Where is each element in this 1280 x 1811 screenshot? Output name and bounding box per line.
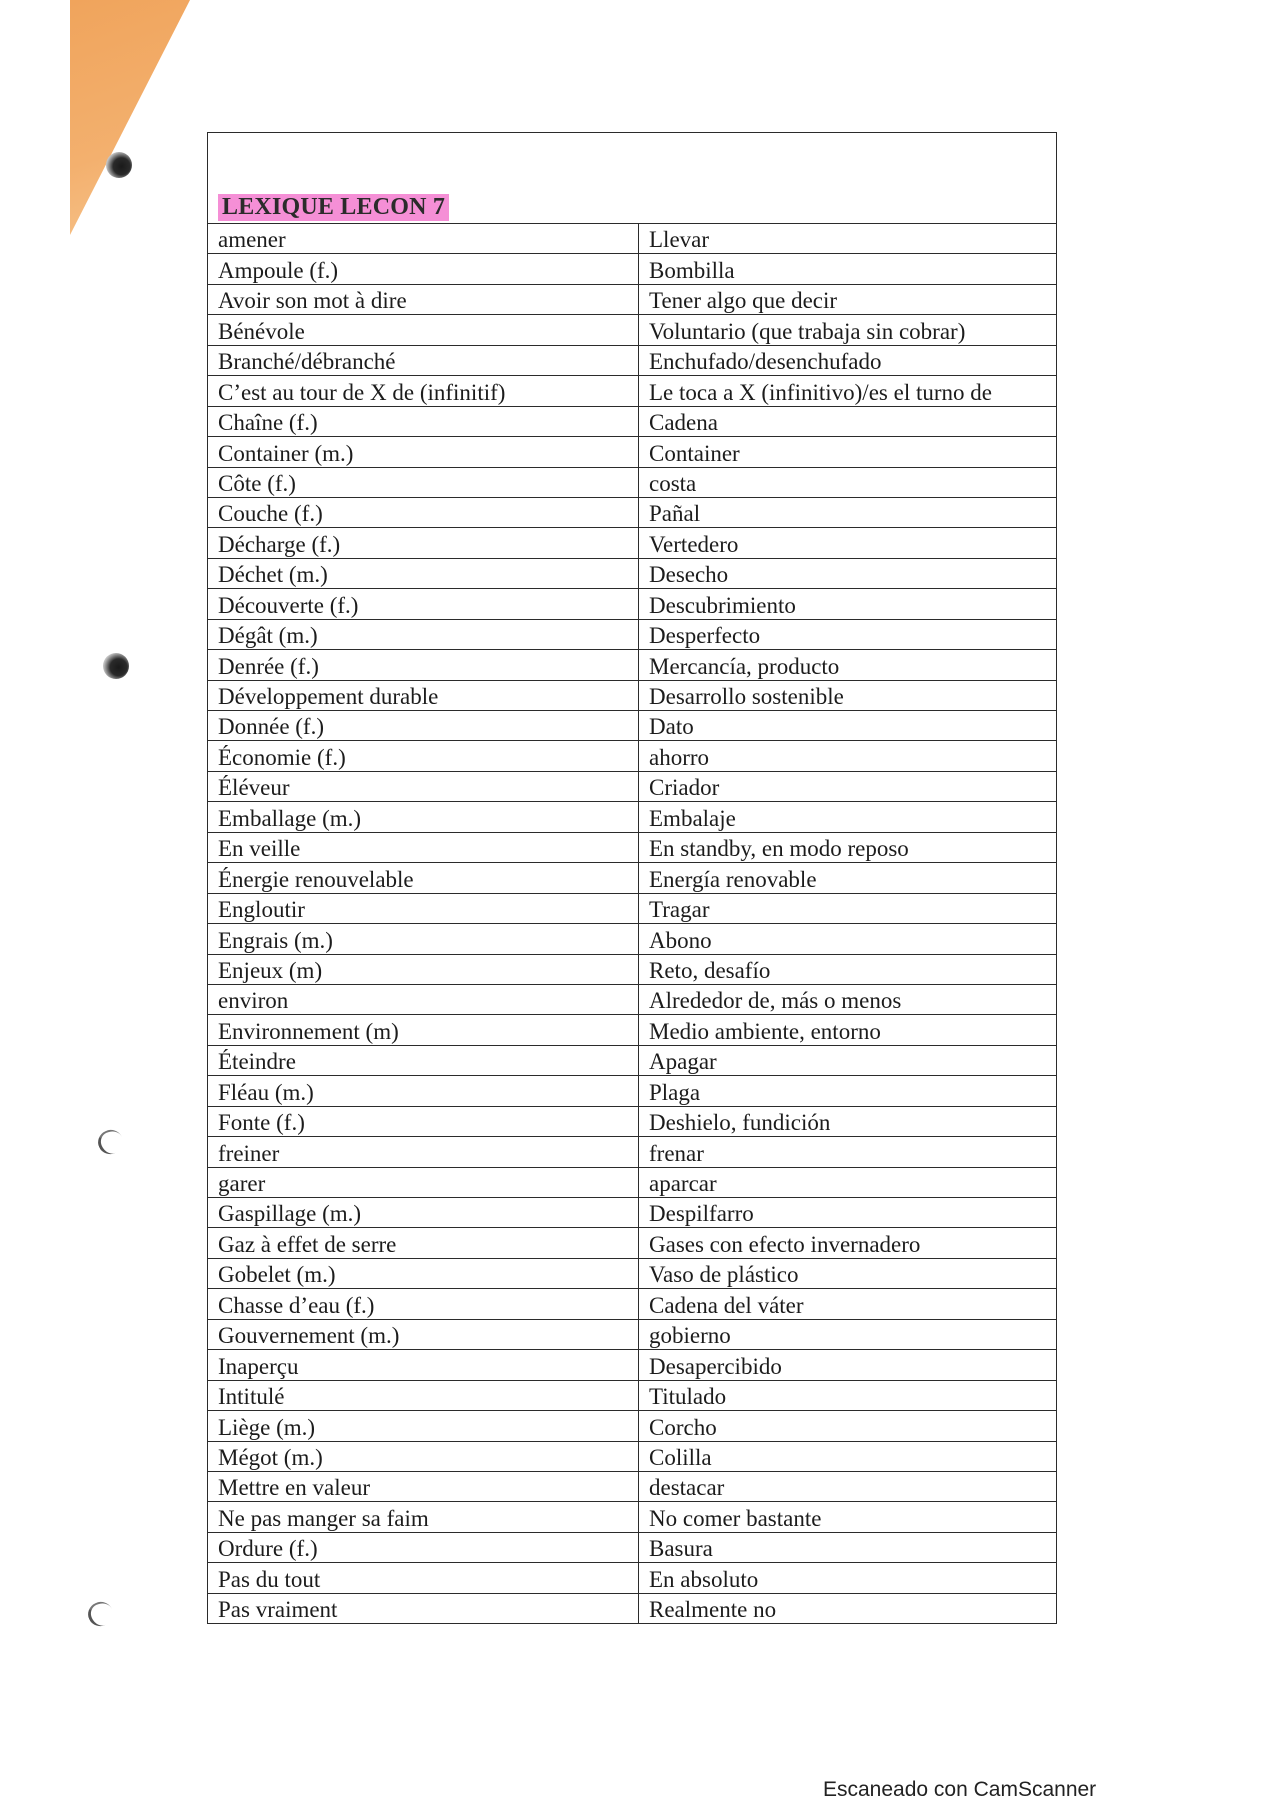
spanish-translation: Colilla	[639, 1441, 1057, 1471]
punch-hole-icon	[103, 653, 129, 679]
french-term: Chaîne (f.)	[208, 406, 639, 436]
table-row	[208, 406, 1056, 436]
french-term: Éléveur	[208, 771, 639, 801]
french-term: Enjeux (m)	[208, 954, 639, 984]
french-term: Énergie renouvelable	[208, 863, 639, 893]
french-term: En veille	[208, 832, 639, 862]
table-row	[208, 1319, 1056, 1349]
spanish-translation: Titulado	[639, 1380, 1057, 1410]
french-term: Gouvernement (m.)	[208, 1319, 639, 1349]
scanner-footer: Escaneado con CamScanner	[823, 1778, 1097, 1801]
table-row	[208, 1228, 1056, 1258]
french-term: environ	[208, 984, 639, 1014]
french-term: Ne pas manger sa faim	[208, 1502, 639, 1532]
table-row	[208, 1411, 1056, 1441]
table-row	[208, 315, 1056, 345]
spanish-translation: Abono	[639, 924, 1057, 954]
table-row	[208, 984, 1056, 1014]
french-term: Fonte (f.)	[208, 1106, 639, 1136]
french-term: Donnée (f.)	[208, 711, 639, 741]
table-row	[208, 1502, 1056, 1532]
table-row	[208, 893, 1056, 923]
french-term: Fléau (m.)	[208, 1076, 639, 1106]
table-row	[208, 1015, 1056, 1045]
spanish-translation: Mercancía, producto	[639, 650, 1057, 680]
table-row	[208, 924, 1056, 954]
spanish-translation: Tener algo que decir	[639, 284, 1057, 314]
french-term: Déchet (m.)	[208, 558, 639, 588]
spanish-translation: Corcho	[639, 1411, 1057, 1441]
spanish-translation: frenar	[639, 1137, 1057, 1167]
spanish-translation: En absoluto	[639, 1563, 1057, 1593]
vocabulary-sheet	[207, 132, 1057, 1624]
spanish-translation: Plaga	[639, 1076, 1057, 1106]
french-term: Économie (f.)	[208, 741, 639, 771]
table-row	[208, 1258, 1056, 1288]
punch-hole-icon	[84, 1598, 117, 1630]
spanish-translation: Deshielo, fundición	[639, 1106, 1057, 1136]
vocabulary-table	[208, 224, 1056, 1623]
french-term: Ordure (f.)	[208, 1532, 639, 1562]
title-row	[208, 133, 1056, 224]
french-term: Décharge (f.)	[208, 528, 639, 558]
spanish-translation: Reto, desafío	[639, 954, 1057, 984]
spanish-translation: Descubrimiento	[639, 589, 1057, 619]
french-term: Éteindre	[208, 1045, 639, 1075]
french-term: Pas du tout	[208, 1563, 639, 1593]
spanish-translation: Dato	[639, 711, 1057, 741]
spanish-translation: Realmente no	[649, 1597, 777, 1623]
spanish-translation: Medio ambiente, entorno	[639, 1015, 1057, 1045]
spanish-translation: Apagar	[639, 1045, 1057, 1075]
spanish-translation: Le toca a X (infinitivo)/es el turno de	[639, 376, 1057, 406]
table-row	[208, 1563, 1056, 1593]
french-term: Pas vraiment	[208, 1593, 639, 1623]
spanish-translation: Embalaje	[639, 802, 1057, 832]
spanish-translation: Container	[639, 437, 1057, 467]
spanish-translation: gobierno	[639, 1319, 1057, 1349]
spanish-translation: Gases con efecto invernadero	[639, 1228, 1057, 1258]
french-term: freiner	[208, 1137, 639, 1167]
table-row	[208, 345, 1056, 375]
french-term: Intitulé	[208, 1380, 639, 1410]
french-term: Gaz à effet de serre	[208, 1228, 639, 1258]
spanish-translation: Alrededor de, más o menos	[639, 984, 1057, 1014]
spanish-translation: destacar	[639, 1471, 1057, 1501]
french-term: Container (m.)	[208, 437, 639, 467]
french-term: Ampoule (f.)	[208, 254, 639, 284]
spanish-translation: aparcar	[639, 1167, 1057, 1197]
spanish-translation: Bombilla	[639, 254, 1057, 284]
french-term: Mégot (m.)	[208, 1441, 639, 1471]
spanish-translation: Cadena del váter	[639, 1289, 1057, 1319]
french-term: C’est au tour de X de (infinitif)	[208, 376, 639, 406]
spanish-translation: Desapercibido	[639, 1350, 1057, 1380]
spanish-translation: costa	[639, 467, 1057, 497]
french-term: Découverte (f.)	[208, 589, 639, 619]
spanish-translation: Tragar	[639, 893, 1057, 923]
table-row	[208, 711, 1056, 741]
spanish-translation: Desperfecto	[639, 619, 1057, 649]
page-title: LEXIQUE LECON 7	[218, 194, 449, 221]
spanish-translation: Vertedero	[639, 528, 1057, 558]
spanish-translation: En standby, en modo reposo	[639, 832, 1057, 862]
table-row	[208, 650, 1056, 680]
spanish-translation: Criador	[639, 771, 1057, 801]
spanish-translation: Desecho	[639, 558, 1057, 588]
table-row	[208, 832, 1056, 862]
table-row	[208, 376, 1056, 406]
spanish-translation: Pañal	[639, 497, 1057, 527]
table-row	[208, 1441, 1056, 1471]
table-row	[208, 528, 1056, 558]
table-row	[208, 1106, 1056, 1136]
table-row	[208, 284, 1056, 314]
table-row	[208, 1471, 1056, 1501]
french-term: Denrée (f.)	[208, 650, 639, 680]
french-term: Côte (f.)	[208, 467, 639, 497]
table-row	[208, 1289, 1056, 1319]
french-term: Emballage (m.)	[208, 802, 639, 832]
french-term: Mettre en valeur	[208, 1471, 639, 1501]
table-row	[208, 467, 1056, 497]
spanish-translation: No comer bastante	[639, 1502, 1057, 1532]
spanish-translation: Desarrollo sostenible	[639, 680, 1057, 710]
french-term: garer	[208, 1167, 639, 1197]
table-row	[208, 1350, 1056, 1380]
table-row	[208, 1045, 1056, 1075]
table-row	[208, 1198, 1056, 1228]
french-term: Dégât (m.)	[208, 619, 639, 649]
table-row	[208, 437, 1056, 467]
spanish-translation: Llevar	[639, 224, 1057, 254]
table-row	[208, 680, 1056, 710]
spanish-translation: Basura	[639, 1532, 1057, 1562]
table-row	[208, 954, 1056, 984]
table-row	[208, 589, 1056, 619]
french-term: Gobelet (m.)	[208, 1258, 639, 1288]
spanish-translation: Cadena	[639, 406, 1057, 436]
table-row	[208, 254, 1056, 284]
table-row	[208, 1137, 1056, 1167]
spanish-translation: Vaso de plástico	[639, 1258, 1057, 1288]
punch-hole-icon	[94, 1126, 127, 1158]
french-term: Bénévole	[208, 315, 639, 345]
table-row	[208, 558, 1056, 588]
table-row	[208, 863, 1056, 893]
spanish-translation: Enchufado/desenchufado	[639, 345, 1057, 375]
french-term: Chasse d’eau (f.)	[208, 1289, 639, 1319]
punch-hole-icon	[106, 152, 132, 178]
table-row	[208, 1593, 1056, 1623]
french-term: Inaperçu	[208, 1350, 639, 1380]
french-term: Développement durable	[208, 680, 639, 710]
table-row	[208, 741, 1056, 771]
spanish-translation: ahorro	[639, 741, 1057, 771]
table-row	[208, 1076, 1056, 1106]
vocabulary-table-body	[208, 224, 1056, 1623]
french-term: Avoir son mot à dire	[208, 284, 639, 314]
table-row	[208, 497, 1056, 527]
table-row	[208, 1167, 1056, 1197]
table-row	[208, 1532, 1056, 1562]
french-term: Couche (f.)	[208, 497, 639, 527]
french-term: Gaspillage (m.)	[208, 1198, 639, 1228]
spanish-translation: Voluntario (que trabaja sin cobrar)	[639, 315, 1057, 345]
french-term: Environnement (m)	[208, 1015, 639, 1045]
french-term: Engloutir	[208, 893, 639, 923]
orange-paper-corner	[70, 0, 190, 235]
table-row	[208, 224, 1056, 254]
table-row	[208, 1380, 1056, 1410]
table-row	[208, 802, 1056, 832]
spanish-translation: Energía renovable	[639, 863, 1057, 893]
table-row	[208, 771, 1056, 801]
table-row	[208, 619, 1056, 649]
spanish-translation: Despilfarro	[639, 1198, 1057, 1228]
french-term: Engrais (m.)	[208, 924, 639, 954]
french-term: amener	[208, 224, 639, 254]
french-term: Liège (m.)	[208, 1411, 639, 1441]
french-term: Branché/débranché	[208, 345, 639, 375]
